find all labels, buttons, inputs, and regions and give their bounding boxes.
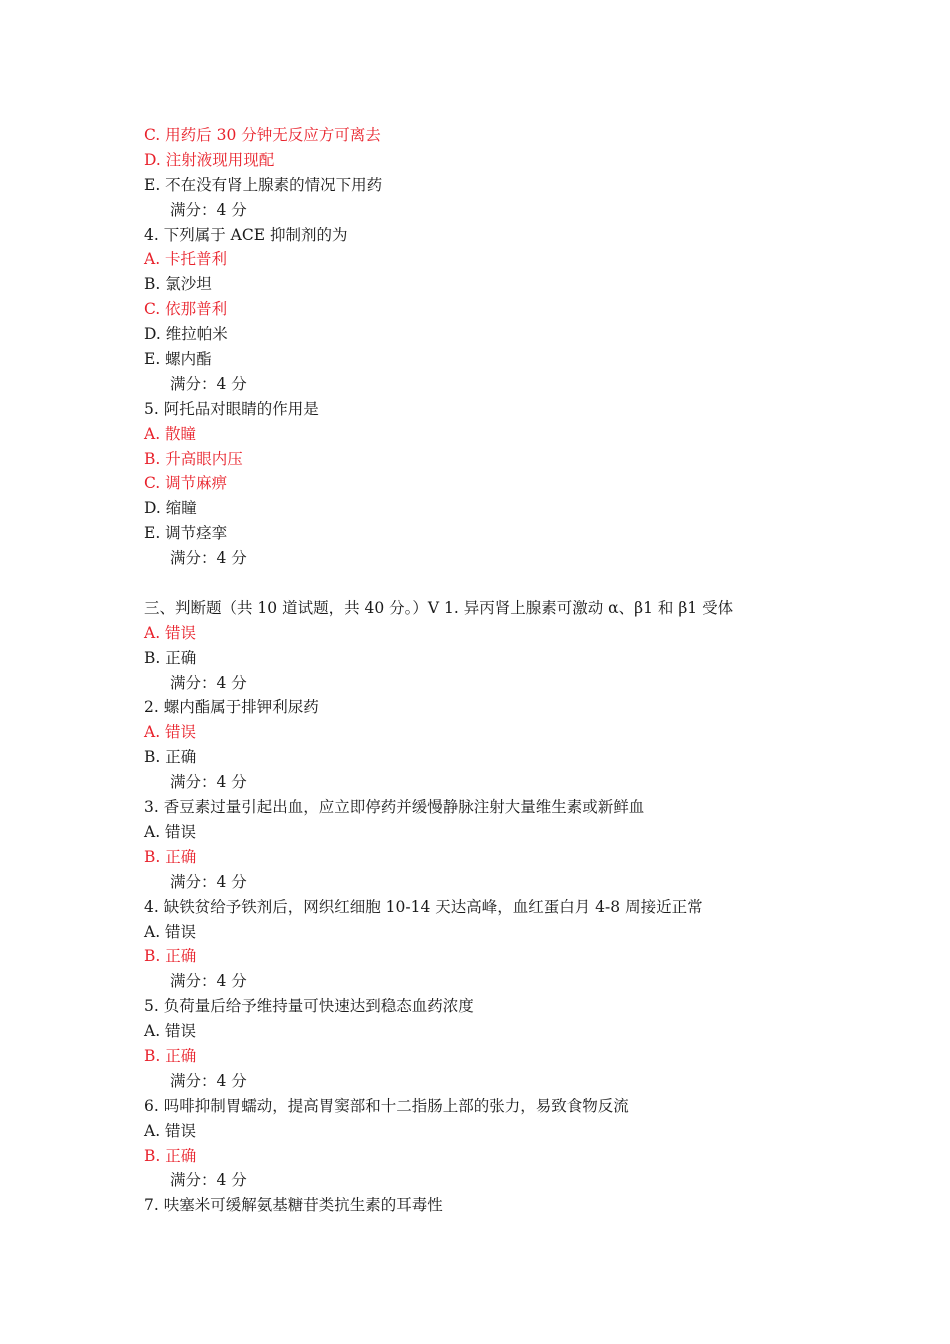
score-label: 满分：4 分 (170, 549, 247, 568)
blank-line (144, 571, 904, 596)
exam-content (144, 123, 904, 1218)
answer-option: B. 正确 (144, 748, 197, 767)
question-text: 4. 缺铁贫给予铁剂后，网织红细胞 10-14 天达高峰，血红蛋白月 4-8 周接近正常 (144, 897, 703, 916)
answer-option: A. 错误 (144, 1121, 197, 1140)
question-text: 3. 香豆素过量引起出血，应立即停药并缓慢静脉注射大量维生素或新鲜血 (144, 798, 645, 817)
question-text: 三、判断题（共 10 道试题，共 40 分。）V 1. 异丙肾上腺素可激动 α、β1 和 β1 受体 (144, 598, 734, 617)
score-label: 满分：4 分 (170, 1171, 247, 1190)
score-label: 满分：4 分 (170, 673, 247, 692)
answer-option: A. 错误 (144, 1022, 197, 1041)
score-label: 满分：4 分 (170, 773, 247, 792)
answer-option: A. 错误 (144, 922, 197, 941)
answer-option: B. 氯沙坦 (144, 275, 212, 294)
answer-option: D. 缩瞳 (144, 499, 197, 518)
correct-answer-option: C. 用药后 30 分钟无反应方可离去 (144, 126, 381, 144)
score-label: 满分：4 分 (170, 972, 247, 991)
correct-answer-option: A. 错误 (144, 723, 197, 742)
correct-answer-option: A. 卡托普利 (144, 250, 228, 269)
answer-option: B. 正确 (144, 648, 197, 667)
answer-option: E. 螺内酯 (144, 350, 212, 369)
question-text: 5. 阿托品对眼睛的作用是 (144, 399, 319, 418)
correct-answer-option: A. 错误 (144, 623, 197, 642)
answer-option: E. 不在没有肾上腺素的情况下用药 (144, 175, 383, 194)
correct-answer-option: C. 依那普利 (144, 300, 228, 319)
correct-answer-option: C. 调节麻痹 (144, 474, 228, 493)
answer-option: E. 调节痉挛 (144, 524, 228, 543)
correct-answer-option: B. 正确 (144, 847, 197, 866)
correct-answer-option: A. 散瞳 (144, 424, 197, 443)
correct-answer-option: D. 注射液现用现配 (144, 150, 275, 169)
question-text: 5. 负荷量后给予维持量可快速达到稳态血药浓度 (144, 997, 474, 1016)
correct-answer-option: B. 升高眼内压 (144, 449, 243, 468)
document-page (144, 123, 904, 1218)
answer-option: A. 错误 (144, 822, 197, 841)
score-label: 满分：4 分 (170, 200, 247, 219)
question-text: 2. 螺内酯属于排钾利尿药 (144, 698, 319, 717)
answer-option: D. 维拉帕米 (144, 325, 228, 344)
correct-answer-option: B. 正确 (144, 1046, 197, 1065)
question-text: 7. 呋塞米可缓解氨基糖苷类抗生素的耳毒性 (144, 1196, 443, 1215)
score-label: 满分：4 分 (170, 1071, 247, 1090)
question-text: 6. 吗啡抑制胃蠕动，提高胃窦部和十二指肠上部的张力，易致食物反流 (144, 1096, 629, 1115)
question-text: 4. 下列属于 ACE 抑制剂的为 (144, 225, 348, 244)
score-label: 满分：4 分 (170, 872, 247, 891)
correct-answer-option: B. 正确 (144, 947, 197, 966)
score-label: 满分：4 分 (170, 374, 247, 393)
correct-answer-option: B. 正确 (144, 1146, 197, 1165)
